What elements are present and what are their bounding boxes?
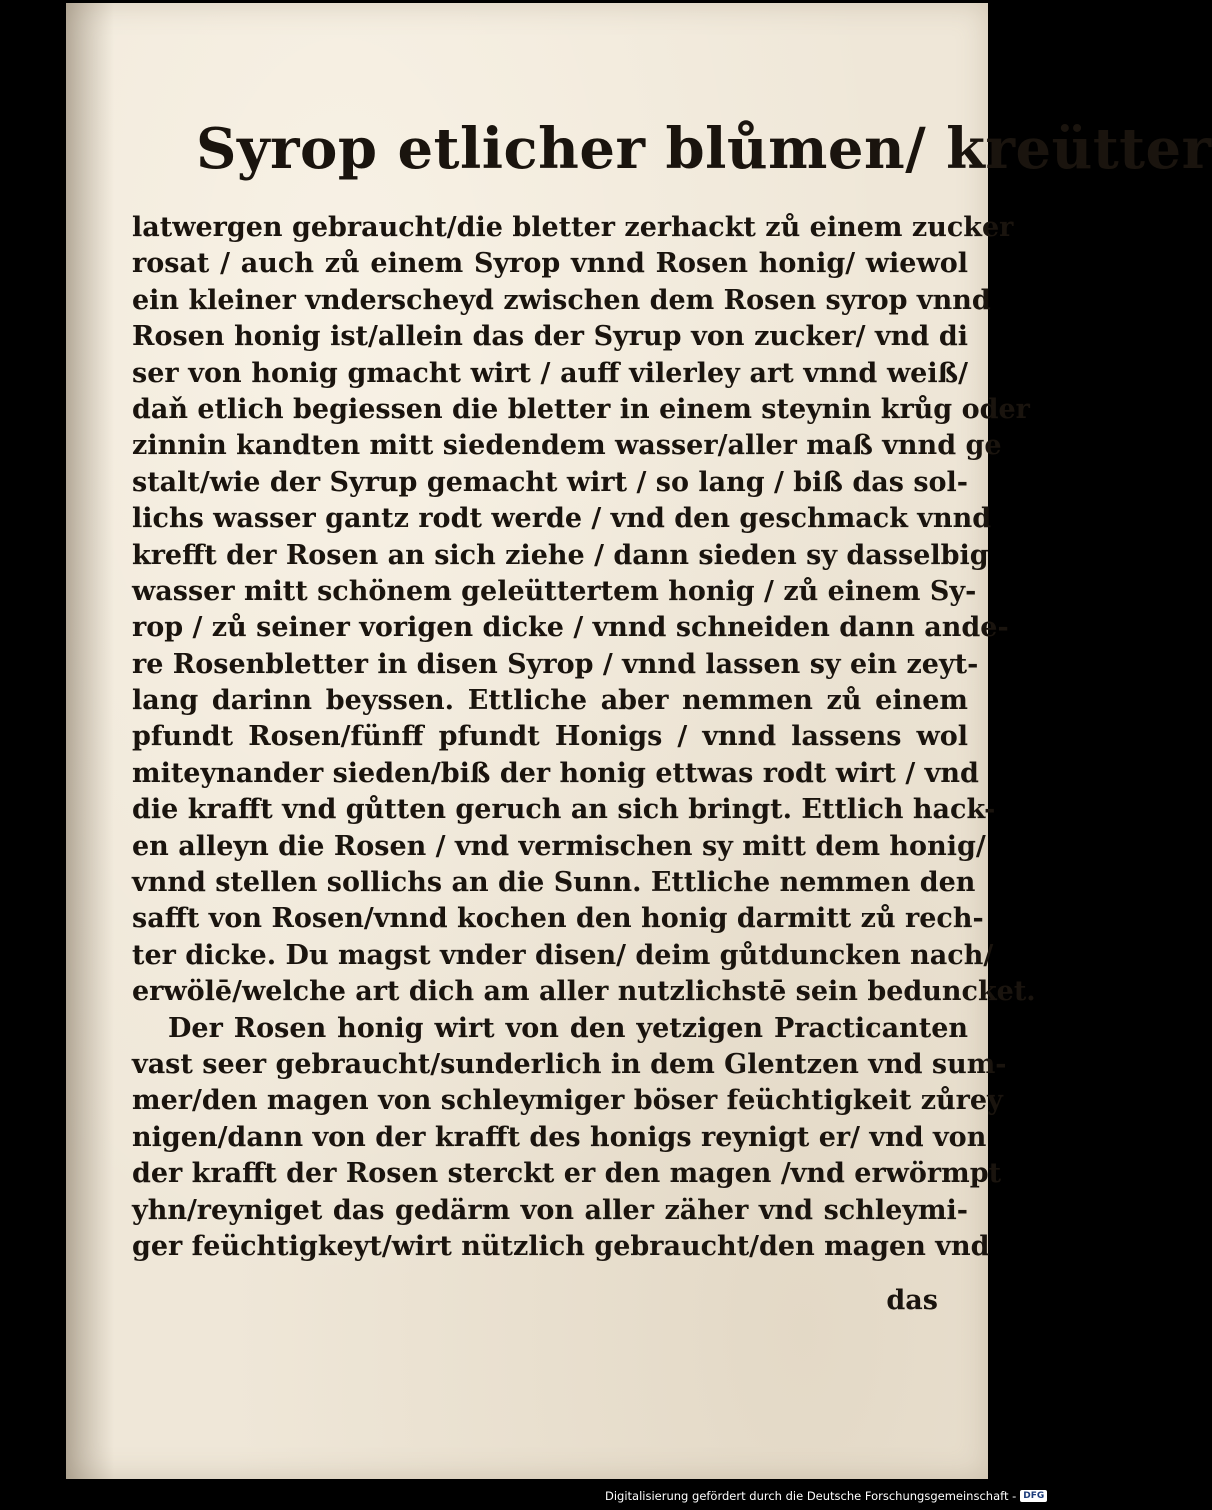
text-line: krefft der Rosen an sich ziehe / dann sieden sy dasselbig bbox=[132, 539, 989, 571]
credit-text: Digitalisierung gefördert durch die Deutsche Forschungsgemeinschaft - bbox=[605, 1489, 1017, 1503]
text-line: der krafft der Rosen sterckt er den magen /vnd erwörmpt bbox=[132, 1158, 1002, 1190]
text-line: rosat / auch zů einem Syrop vnnd Rosen honig/ wiewol bbox=[132, 248, 968, 280]
book-page bbox=[66, 3, 1212, 1479]
gutter-shadow bbox=[66, 3, 114, 1479]
text-line: stalt/wie der Syrup gemacht wirt / so lang / biß das sol- bbox=[132, 466, 968, 498]
running-head: Syrop etlicher blůmen/ kreütter bbox=[196, 116, 1212, 182]
text-line: vast seer gebraucht/sunderlich in dem Glentzen vnd sum- bbox=[132, 1048, 1007, 1080]
text-line: wasser mitt schönem geleüttertem honig / zů einem Sy- bbox=[132, 575, 977, 607]
text-line: die krafft vnd gůtten geruch an sich bringt. Ettlich hack- bbox=[132, 794, 996, 826]
body-text bbox=[132, 210, 1036, 1265]
text-line: vnnd stellen sollichs an die Sunn. Ettliche nemmen den bbox=[132, 867, 976, 899]
catchword: das bbox=[886, 1285, 938, 1316]
text-line: mer/den magen von schleymiger böser feüchtigkeit zůrey bbox=[132, 1085, 1003, 1117]
text-line: daň etlich begiessen die bletter in einem steynin krůg oder bbox=[132, 393, 1030, 425]
text-line: rop / zů seiner vorigen dicke / vnnd schneiden dann ande- bbox=[132, 612, 1009, 644]
text-line: ser von honig gmacht wirt / auff vilerley art vnnd weiß/ bbox=[132, 357, 968, 389]
text-line: lichs wasser gantz rodt werde / vnd den geschmack vnnd bbox=[132, 503, 992, 535]
text-line: en alleyn die Rosen / vnd vermischen sy mitt dem honig/ bbox=[132, 830, 986, 862]
text-line: ger feüchtigkeyt/wirt nützlich gebraucht/den magen vnd bbox=[132, 1230, 990, 1262]
text-line: nigen/dann von der krafft des honigs reynigt er/ vnd von bbox=[132, 1121, 987, 1153]
text-line: yhn/reyniget das gedärm von aller zäher vnd schleymi- bbox=[132, 1194, 968, 1226]
text-line: pfundt Rosen/fünff pfundt Honigs / vnnd lassens wol bbox=[132, 721, 968, 753]
text-line: erwölē/welche art dich am aller nutzlichstē sein beduncket. bbox=[132, 976, 1036, 1008]
text-line: re Rosenbletter in disen Syrop / vnnd lassen sy ein zeyt- bbox=[132, 648, 979, 680]
text-line: safft von Rosen/vnnd kochen den honig darmitt zů rech- bbox=[132, 903, 984, 935]
text-line: miteynander sieden/biß der honig ettwas rodt wirt / vnd bbox=[132, 757, 979, 789]
digitization-credit bbox=[605, 1486, 1047, 1506]
text-line: lang darinn beyssen. Ettliche aber nemmen zů einem bbox=[132, 685, 968, 717]
text-line: Rosen honig ist/allein das der Syrup von zucker/ vnd di bbox=[132, 321, 968, 353]
text-line: zinnin kandten mitt siedendem wasser/aller maß vnnd ge bbox=[132, 430, 1002, 462]
text-line: ter dicke. Du magst vnder disen/ deim gůtduncken nach/ bbox=[132, 939, 994, 971]
text-line: ein kleiner vnderscheyd zwischen dem Rosen syrop vnnd bbox=[132, 284, 991, 316]
dfg-logo: DFG bbox=[1020, 1490, 1047, 1502]
text-line: Der Rosen honig wirt von den yetzigen Practicanten bbox=[168, 1012, 968, 1044]
text-line: latwergen gebraucht/die bletter zerhackt zů einem zucker bbox=[132, 212, 1014, 243]
